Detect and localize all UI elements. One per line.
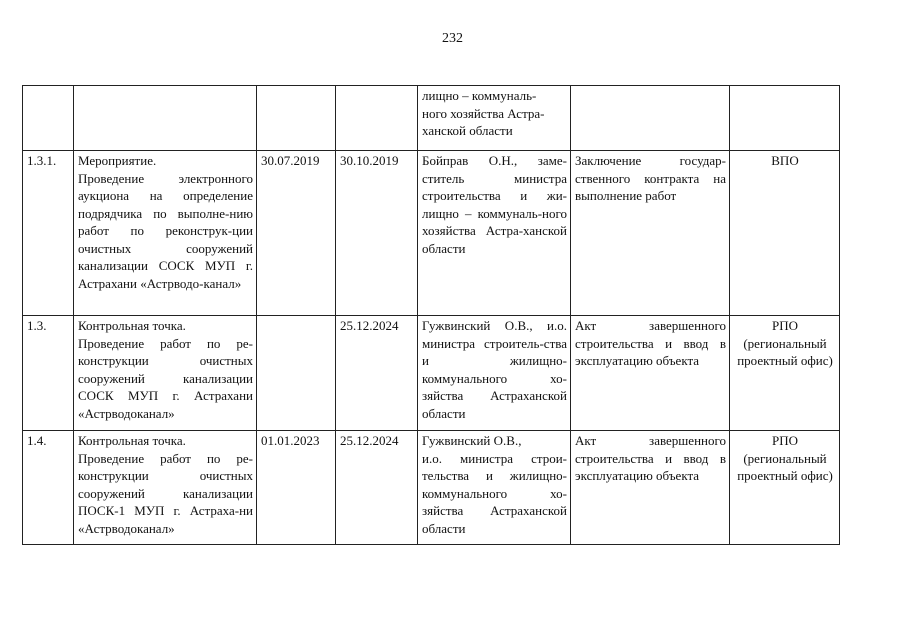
responsible-cell: лищно – коммуналь- ного хозяйства Астра- ханской области: [418, 86, 571, 151]
level-cell: РПО (региональный проектный офис): [730, 431, 840, 545]
event-name-cell: [74, 86, 257, 151]
end-date-cell: 30.10.2019: [336, 151, 418, 316]
start-date-cell: [257, 86, 336, 151]
end-date-cell: 25.12.2024: [336, 316, 418, 431]
level-cell: ВПО: [730, 151, 840, 316]
event-name-cell: Мероприятие. Проведение электронного аукциона на определение подрядчика по выполне-нию работ по реконструк-ции очистных сооружений канализации СОСК МУП г. Астрахани «Астрводо-канал»: [74, 151, 257, 316]
page-number: 232: [442, 31, 463, 46]
row-number-cell: 1.3.: [23, 316, 74, 431]
level-cell: РПО (региональный проектный офис): [730, 316, 840, 431]
end-date-cell: [336, 86, 418, 151]
responsible-cell: Гужвинский О.В., и.о. министра строитель-ства и жилищно-коммунального хо-зяйства Астраханской области: [418, 316, 571, 431]
result-cell: Заключение государ-ственного контракта на выполнение работ: [571, 151, 730, 316]
row-number-cell: 1.4.: [23, 431, 74, 545]
start-date-cell: 01.01.2023: [257, 431, 336, 545]
row-number-cell: 1.3.1.: [23, 151, 74, 316]
end-date-cell: 25.12.2024: [336, 431, 418, 545]
table-row: [23, 86, 840, 151]
row-number-cell: [23, 86, 74, 151]
responsible-cell: Гужвинский О.В., и.о. министра строи-тельства и жилищно-коммунального хо-зяйства Астраханской области: [418, 431, 571, 545]
event-name-cell: Контрольная точка. Проведение работ по ре-конструкции очистных сооружений канализации СОСК МУП г. Астрахани «Астрводоканал»: [74, 316, 257, 431]
table-row: [23, 151, 840, 316]
result-cell: Акт завершенного строительства и ввод в эксплуатацию объекта: [571, 316, 730, 431]
result-cell: Акт завершенного строительства и ввод в эксплуатацию объекта: [571, 431, 730, 545]
responsible-cell: Бойправ О.Н., заме-ститель министра строительства и жи-лищно – коммуналь-ного хозяйства Астра-ханской области: [418, 151, 571, 316]
event-name-cell: Контрольная точка. Проведение работ по ре-конструкции очистных сооружений канализации ПОСК-1 МУП г. Астраха-ни «Астрводоканал»: [74, 431, 257, 545]
table-row: [23, 316, 840, 431]
start-date-cell: [257, 316, 336, 431]
result-cell: [571, 86, 730, 151]
start-date-cell: 30.07.2019: [257, 151, 336, 316]
level-cell: [730, 86, 840, 151]
plan-table: [22, 85, 840, 545]
table-row: [23, 431, 840, 545]
